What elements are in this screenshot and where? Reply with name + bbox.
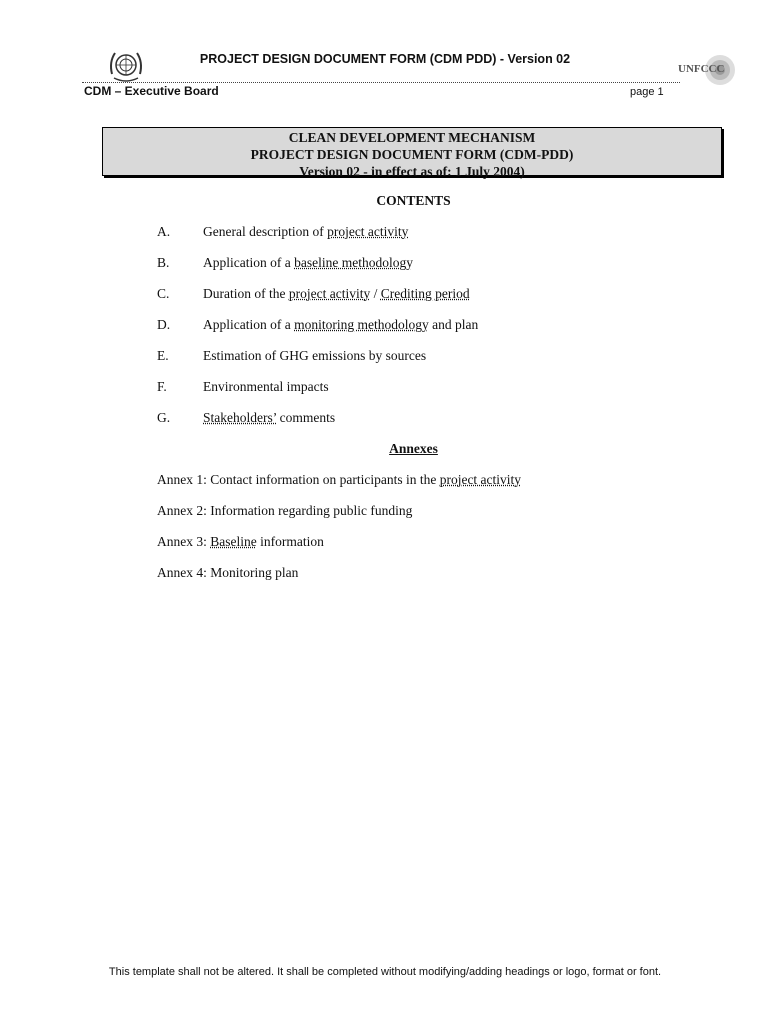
toc-item-c[interactable] bbox=[203, 286, 470, 302]
annex-item-3[interactable] bbox=[157, 534, 324, 550]
header-title: PROJECT DESIGN DOCUMENT FORM (CDM PDD) - Version 02 bbox=[199, 52, 571, 66]
toc-text: Environmental impacts bbox=[203, 379, 329, 394]
toc-letter: D. bbox=[157, 317, 171, 332]
toc-item-f[interactable] bbox=[203, 379, 329, 395]
toc-text: Application of a bbox=[203, 317, 295, 332]
toc-text: Duration of the bbox=[203, 286, 289, 301]
toc-term: project activity bbox=[327, 224, 409, 239]
annex-text: Annex 3: bbox=[157, 534, 211, 549]
toc-text: Estimation of GHG emissions by sources bbox=[203, 348, 427, 363]
annex-text: Annex 1: Contact information on participants in the bbox=[157, 472, 440, 487]
annex-text: Annex 2: Information regarding public funding bbox=[157, 503, 413, 518]
header-divider bbox=[82, 82, 680, 83]
toc-term: baseline methodology bbox=[294, 255, 413, 270]
toc-term: Stakeholders’ bbox=[203, 410, 277, 425]
toc-item-a[interactable] bbox=[203, 224, 408, 240]
toc-letter: F. bbox=[157, 379, 167, 394]
toc-letter: E. bbox=[157, 348, 169, 363]
toc-text: / bbox=[370, 286, 381, 301]
annex-term: project activity bbox=[439, 472, 522, 487]
toc-text: General description of bbox=[203, 224, 328, 239]
unfccc-logo bbox=[670, 50, 736, 90]
toc-letter: B. bbox=[157, 255, 170, 270]
toc-item-g[interactable] bbox=[203, 410, 335, 426]
toc-letter: G. bbox=[157, 410, 171, 425]
toc-term: Crediting period bbox=[380, 286, 470, 301]
toc-item-b[interactable] bbox=[203, 255, 413, 271]
annexes-heading: Annexes bbox=[389, 441, 438, 456]
toc-item-d[interactable] bbox=[203, 317, 478, 333]
annex-item-4[interactable] bbox=[157, 565, 298, 581]
header-board-name: CDM – Executive Board bbox=[84, 84, 219, 98]
annex-item-1[interactable] bbox=[157, 472, 521, 488]
annex-item-2[interactable] bbox=[157, 503, 412, 519]
title-line-2: PROJECT DESIGN DOCUMENT FORM (CDM-PDD) bbox=[250, 147, 574, 162]
toc-letter: A. bbox=[157, 224, 171, 239]
toc-text: comments bbox=[276, 410, 336, 425]
toc-item-e[interactable] bbox=[203, 348, 426, 364]
unfccc-logo-text: UNFCCC bbox=[678, 63, 725, 75]
annex-text: information bbox=[256, 534, 324, 549]
title-line-1: CLEAN DEVELOPMENT MECHANISM bbox=[288, 130, 536, 145]
toc-text: Application of a bbox=[203, 255, 295, 270]
title-box bbox=[102, 127, 722, 179]
toc-term: project activity bbox=[288, 286, 371, 301]
toc-letter: C. bbox=[157, 286, 170, 301]
contents-heading: CONTENTS bbox=[376, 193, 451, 208]
footer-note: This template shall not be altered. It shall be completed without modifying/adding headings or logo, format or font. bbox=[108, 966, 662, 978]
toc-text: and plan bbox=[428, 317, 479, 332]
page-number: page 1 bbox=[630, 86, 664, 98]
annex-term: Baseline bbox=[210, 534, 257, 549]
title-line-3: Version 02 - in effect as of: 1 July 2004) bbox=[299, 164, 525, 179]
toc-term: monitoring methodology bbox=[294, 317, 429, 332]
annex-text: Annex 4: Monitoring plan bbox=[157, 565, 299, 580]
